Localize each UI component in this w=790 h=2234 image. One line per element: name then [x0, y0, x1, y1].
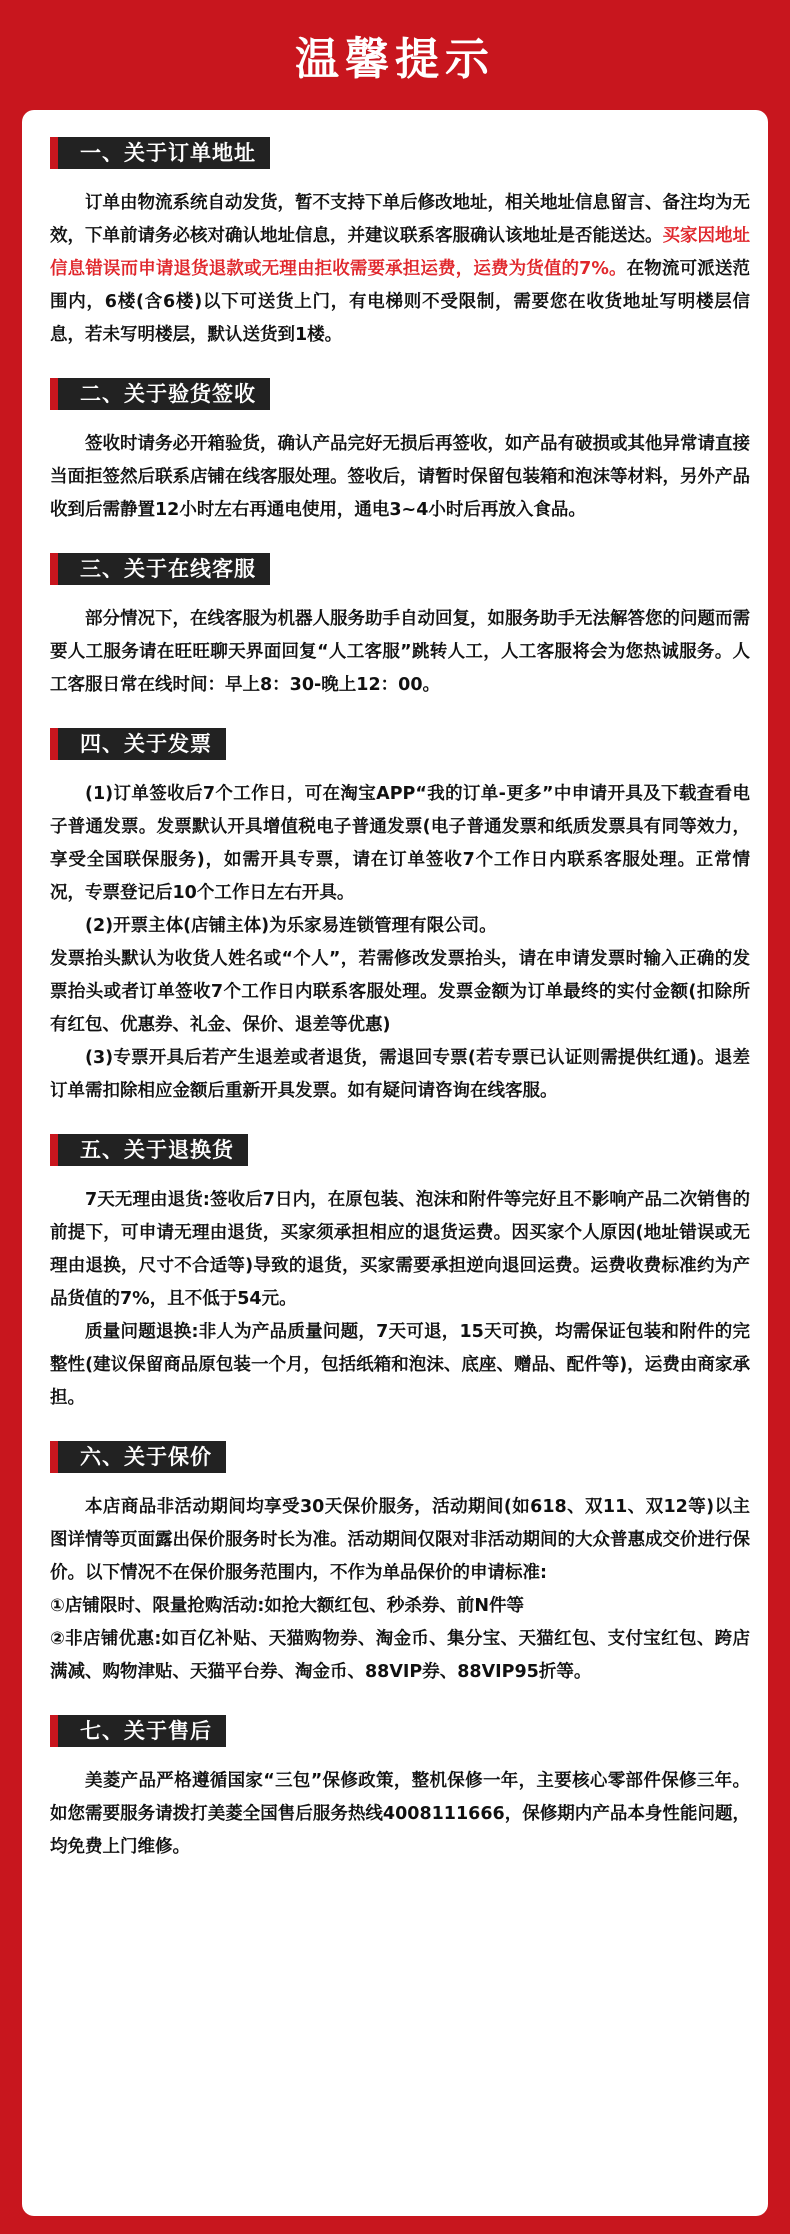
paragraph: 美菱产品严格遵循国家“三包”保修政策，整机保修一年，主要核心零部件保修三年。如您需要服务请拨打美菱全国售后服务热线4008111666，保修期内产品本身性能问题，均免费上门维修。 — [50, 1771, 750, 1857]
paragraph — [50, 187, 750, 352]
paragraph: 发票抬头默认为收货人姓名或“个人”，若需修改发票抬头，请在申请发票时输入正确的发票抬头或者订单签收7个工作日内联系客服处理。发票金额为订单最终的实付金额(扣除所有红包、优惠券、礼金、保价、退差等优惠) — [50, 949, 750, 1035]
paragraph-text: 订单由物流系统自动发货，暂不支持下单后修改地址，相关地址信息留言、备注均为无效，下单前请务必核对确认地址信息，并建议联系客服确认该地址是否能送达。 — [50, 193, 750, 246]
section-price-protection — [50, 1441, 750, 1689]
paragraph: 质量问题退换:非人为产品质量问题，7天可退，15天可换，均需保证包装和附件的完整性(建议保留商品原包装一个月，包括纸箱和泡沫、底座、赠品、配件等)，运费由商家承担。 — [50, 1322, 750, 1408]
paragraph: ①店铺限时、限量抢购活动:如抢大额红包、秒杀券、前N件等 — [50, 1596, 524, 1616]
section-returns — [50, 1134, 750, 1415]
section-heading: 四、关于发票 — [50, 728, 226, 760]
page-title: 温馨提示 — [295, 34, 495, 85]
paragraph: ②非店铺优惠:如百亿补贴、天猫购物券、淘金币、集分宝、天猫红包、支付宝红包、跨店满减、购物津贴、天猫平台券、淘金币、88VIP券、88VIP95折等。 — [50, 1629, 750, 1682]
section-heading: 一、关于订单地址 — [50, 137, 270, 169]
paragraph-text: 在物流可派送范围内，6楼(含6楼)以下可送货上门，有电梯则不受限制，需要您在收货地址写明楼层信息，若未写明楼层，默认送货到1楼。 — [50, 259, 750, 345]
section-heading: 二、关于验货签收 — [50, 378, 270, 410]
highlighted-text: 买家因地址信息错误而申请退货退款或无理由拒收需要承担运费，运费为货值的7%。 — [50, 226, 750, 279]
section-after-sales — [50, 1715, 750, 1864]
section-heading: 六、关于保价 — [50, 1441, 226, 1473]
section-inspection — [50, 378, 750, 527]
section-invoice — [50, 728, 750, 1108]
content-panel — [22, 110, 768, 2216]
section-heading: 三、关于在线客服 — [50, 553, 270, 585]
section-heading: 七、关于售后 — [50, 1715, 226, 1747]
paragraph: (2)开票主体(店铺主体)为乐家易连锁管理有限公司。 — [85, 916, 497, 936]
paragraph: 签收时请务必开箱验货，确认产品完好无损后再签收，如产品有破损或其他异常请直接当面拒签然后联系店铺在线客服处理。签收后，请暂时保留包装箱和泡沫等材料，另外产品收到后需静置12小时左右再通电使用，通电3~4小时后再放入食品。 — [50, 434, 750, 520]
paragraph: 本店商品非活动期间均享受30天保价服务，活动期间(如618、双11、双12等)以主图详情等页面露出保价服务时长为准。活动期间仅限对非活动期间的大众普惠成交价进行保价。以下情况不在保价服务范围内，不作为单品保价的申请标准: — [50, 1497, 750, 1583]
paragraph: (3)专票开具后若产生退差或者退货，需退回专票(若专票已认证则需提供红通)。退差订单需扣除相应金额后重新开具发票。如有疑问请咨询在线客服。 — [50, 1048, 750, 1101]
paragraph: 部分情况下，在线客服为机器人服务助手自动回复，如服务助手无法解答您的问题而需要人工服务请在旺旺聊天界面回复“人工客服”跳转人工，人工客服将会为您热诚服务。人工客服日常在线时间：早上8：30-晚上12：00。 — [50, 609, 750, 695]
section-order-address — [50, 137, 750, 352]
paragraph: (1)订单签收后7个工作日，可在淘宝APP“我的订单-更多”中申请开具及下载查看电子普通发票。发票默认开具增值税电子普通发票(电子普通发票和纸质发票具有同等效力，享受全国联保服务)，如需开具专票，请在订单签收7个工作日内联系客服处理。正常情况，专票登记后10个工作日左右开具。 — [50, 784, 750, 903]
paragraph: 7天无理由退货:签收后7日内，在原包装、泡沫和附件等完好且不影响产品二次销售的前提下，可申请无理由退货，买家须承担相应的退货运费。因买家个人原因(地址错误或无理由退换，尺寸不合适等)导致的退货，买家需要承担逆向退回运费。运费收费标准约为产品货值的7%，且不低于54元。 — [50, 1190, 750, 1309]
section-heading: 五、关于退换货 — [50, 1134, 248, 1166]
section-online-service — [50, 553, 750, 702]
title-banner — [0, 0, 790, 110]
